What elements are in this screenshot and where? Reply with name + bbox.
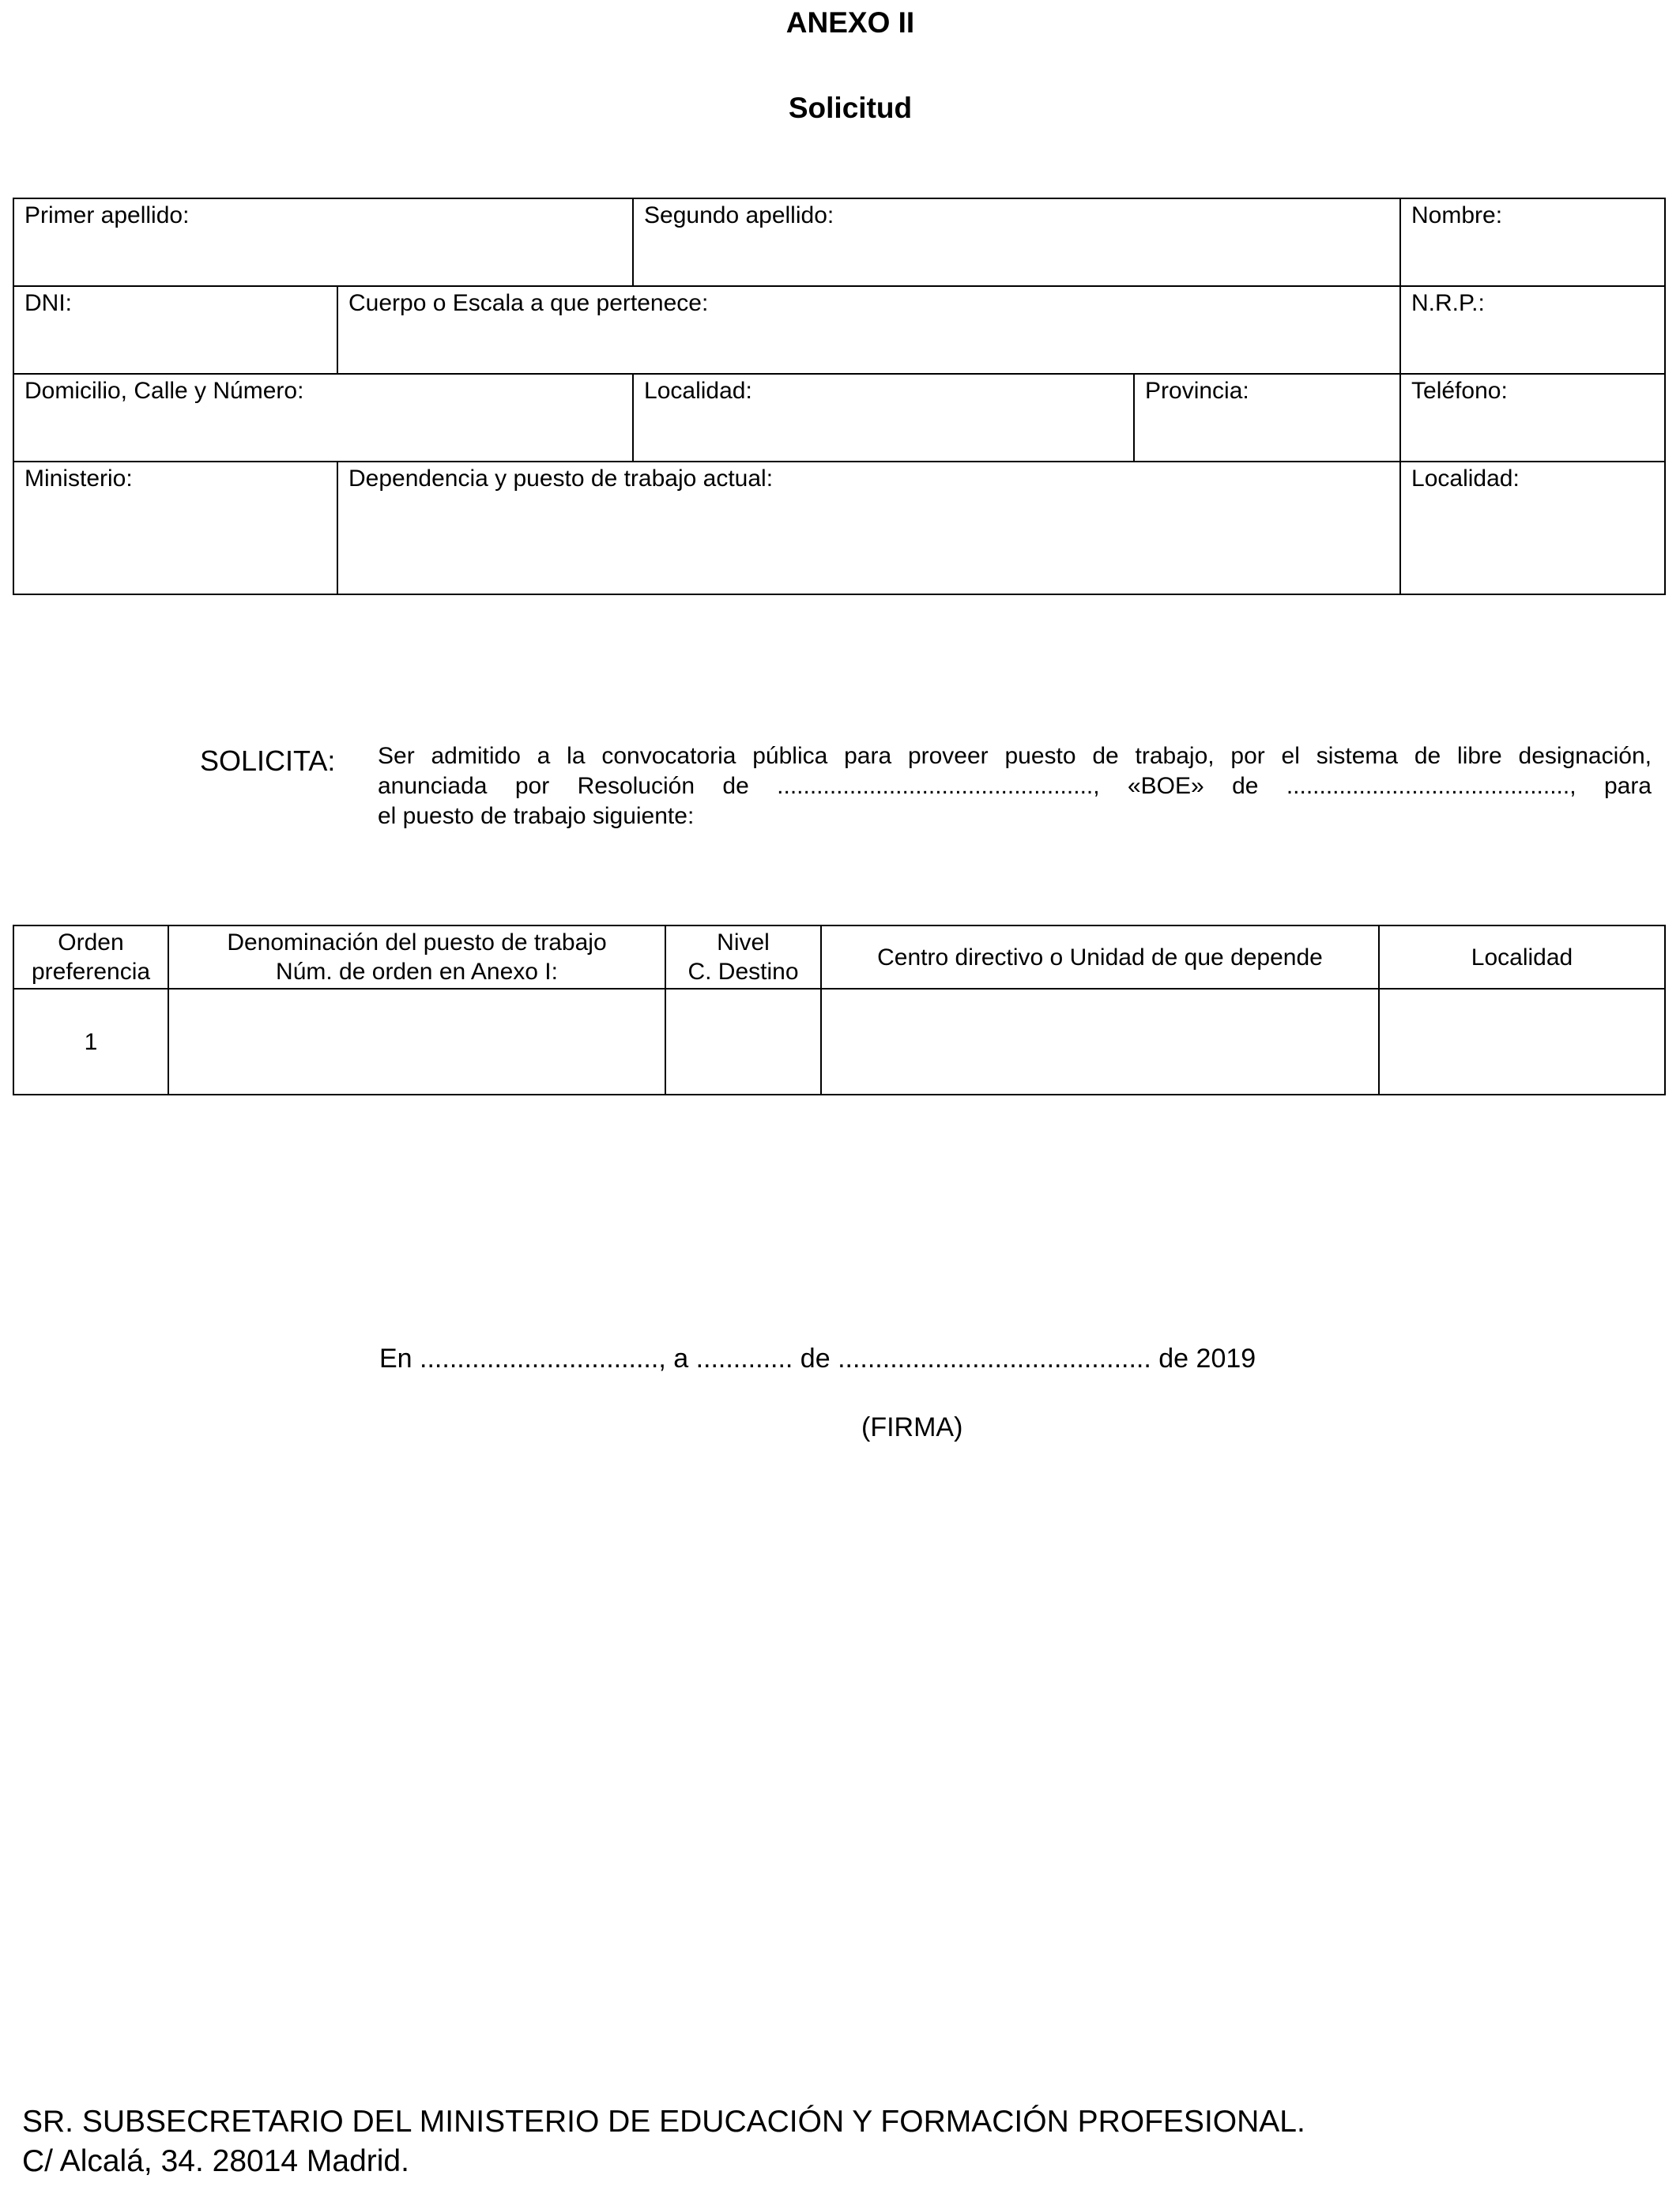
personal-data-form	[13, 198, 1666, 595]
nombre-field[interactable]: Nombre:	[1400, 198, 1665, 286]
localidad-actual-field[interactable]: Localidad:	[1400, 462, 1665, 594]
dependencia-field[interactable]: Dependencia y puesto de trabajo actual:	[337, 462, 1400, 594]
ministerio-field[interactable]: Ministerio:	[13, 462, 337, 594]
localidad-header: Localidad	[1379, 925, 1665, 989]
addressee-footer	[22, 2102, 1305, 2181]
annex-heading: ANEXO II	[785, 6, 915, 39]
nivel-cell[interactable]	[665, 989, 821, 1095]
orden-header	[13, 925, 168, 989]
segundo-apellido-field[interactable]: Segundo apellido:	[633, 198, 1400, 286]
domicilio-field[interactable]: Domicilio, Calle y Número:	[13, 374, 633, 462]
denominacion-header-line: Denominación del puesto de trabajo	[227, 929, 607, 956]
solicita-text	[378, 741, 1652, 831]
nivel-header-line: Nivel	[717, 929, 770, 956]
denominacion-header	[168, 925, 665, 989]
solicita-line: Ser admitido a la convocatoria pública para proveer puesto de trabajo, por el sistema de libre designación,	[378, 743, 1652, 769]
page-title: Solicitud	[788, 92, 913, 124]
centro-cell[interactable]	[821, 989, 1379, 1095]
dni-field[interactable]: DNI:	[13, 286, 337, 374]
orden-cell: 1	[13, 989, 168, 1095]
telefono-field[interactable]: Teléfono:	[1400, 374, 1665, 462]
place-date-line: En ................................, a ............. de .......................................... de 2019	[379, 1344, 1256, 1374]
provincia-field[interactable]: Provincia:	[1134, 374, 1400, 462]
solicita-line: anunciada por Resolución de ................................................, «BOE» de ..........................................., para	[378, 773, 1652, 799]
orden-header-line: Orden	[58, 929, 124, 956]
cuerpo-escala-field[interactable]: Cuerpo o Escala a que pertenece:	[337, 286, 1400, 374]
nivel-header	[665, 925, 821, 989]
orden-header-line: preferencia	[31, 959, 151, 985]
localidad-cell[interactable]	[1379, 989, 1665, 1095]
table-row	[13, 989, 1665, 1095]
solicita-label: SOLICITA:	[200, 745, 336, 777]
nrp-field[interactable]: N.R.P.:	[1400, 286, 1665, 374]
address-line: C/ Alcalá, 34. 28014 Madrid.	[22, 2144, 409, 2178]
nivel-header-line: C. Destino	[687, 959, 799, 985]
localidad-field[interactable]: Localidad:	[633, 374, 1134, 462]
destinos-table	[13, 925, 1666, 1095]
denominacion-header-line: Núm. de orden en Anexo I:	[276, 959, 558, 985]
denominacion-cell[interactable]	[168, 989, 665, 1095]
firma-label: (FIRMA)	[861, 1412, 963, 1442]
solicita-line: el puesto de trabajo siguiente:	[378, 803, 695, 829]
primer-apellido-field[interactable]: Primer apellido:	[13, 198, 633, 286]
addressee-line: SR. SUBSECRETARIO DEL MINISTERIO DE EDUCACIÓN Y FORMACIÓN PROFESIONAL.	[22, 2105, 1305, 2139]
centro-header: Centro directivo o Unidad de que depende	[821, 925, 1379, 989]
